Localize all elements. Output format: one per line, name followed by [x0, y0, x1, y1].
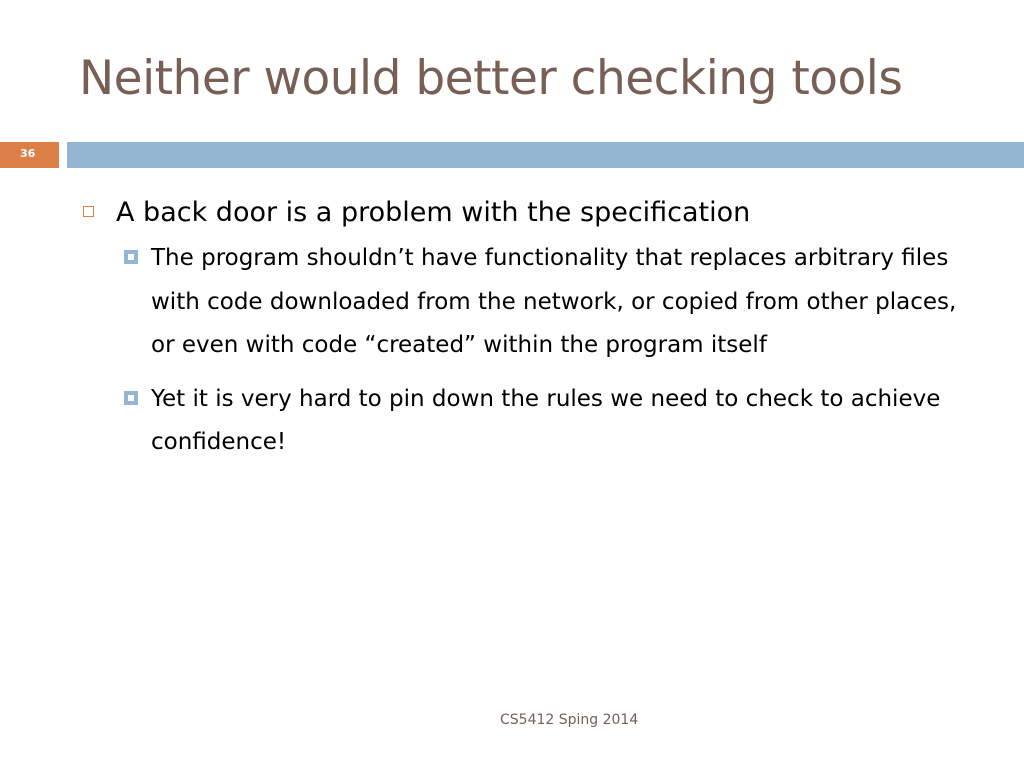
- square-bullet-icon: [124, 250, 138, 264]
- bullet-level-2-text: Yet it is very hard to pin down the rules we need to check to achieve confidence!: [151, 385, 941, 455]
- slide-number-badge: [0, 142, 59, 168]
- bullet-level-1: [82, 193, 992, 233]
- bullet-level-2: [82, 378, 971, 465]
- sub-bullet-list: [82, 237, 992, 465]
- title-divider-bar: [67, 142, 1024, 168]
- square-bullet-icon: [124, 391, 138, 405]
- bullet-level-2-text: The program shouldn’t have functionality that replaces arbitrary files with code downloaded from the network, or copied from other places, or even with code “created” within the program itself: [151, 245, 957, 358]
- bullet-level-1-text: A back door is a problem with the specification: [116, 197, 751, 228]
- hollow-square-bullet-icon: [83, 206, 94, 217]
- slide-number: 36: [20, 147, 36, 160]
- slide-title: Neither would better checking tools: [79, 51, 903, 106]
- slide-footer: CS5412 Sping 2014: [500, 712, 639, 728]
- bullet-level-2: [82, 237, 971, 368]
- slide-body: [82, 193, 992, 475]
